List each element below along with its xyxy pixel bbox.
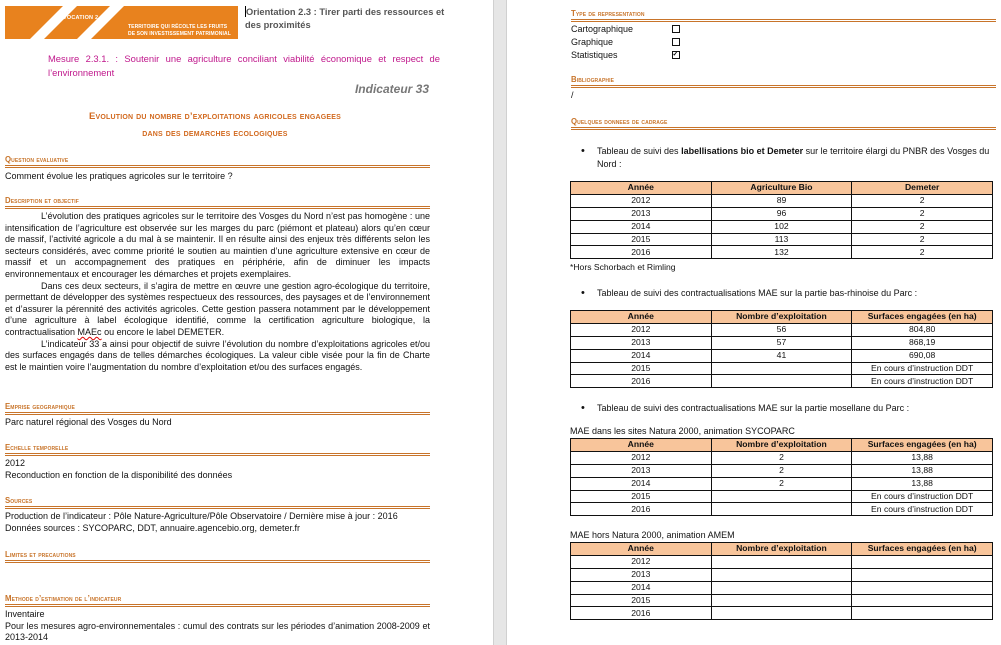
- table-cell: [711, 503, 852, 516]
- table-cell: 2016: [571, 503, 712, 516]
- echelle-year: 2012: [5, 458, 26, 468]
- orientation-text[interactable]: [245, 6, 445, 31]
- document-title-line-1: Evolution du nombre d’exploitations agricoles engagees: [88, 111, 342, 122]
- table-cell: 2015: [571, 594, 712, 607]
- table-cell: 2013: [571, 568, 712, 581]
- table-header-row: [571, 182, 993, 195]
- column-header: Année: [571, 543, 712, 556]
- table-cell: 2012: [571, 323, 712, 336]
- table-mae-hors-natura-2000: [570, 542, 993, 620]
- paragraph-text: ou encore le label DEMETER.: [101, 326, 225, 337]
- bullet-bold-text: labellisations bio et Demeter: [681, 146, 804, 156]
- table-cell: [852, 555, 993, 568]
- section-heading-representation: Type de representation: [571, 9, 996, 22]
- table-row: [571, 349, 993, 362]
- emprise-text: Parc naturel régional des Vosges du Nord: [5, 417, 172, 427]
- bullet-labellisations: [597, 145, 997, 170]
- table-cell: En cours d’instruction DDT: [852, 503, 993, 516]
- table-cell: 2: [711, 477, 852, 490]
- table-labellisations: [570, 181, 993, 259]
- table-row: [571, 490, 993, 503]
- table-note: *Hors Schorbach et Rimling: [570, 262, 676, 272]
- table-cell: 2015: [571, 362, 712, 375]
- bibliographie-text: /: [571, 90, 574, 100]
- banner-subtitle: [128, 24, 231, 37]
- methode-text: [5, 609, 430, 644]
- table-cell: 2: [852, 246, 993, 259]
- banner-line-2: DE SON INVESTISSEMENT PATRIMONIAL: [128, 30, 231, 37]
- checkbox-cartographique[interactable]: [672, 25, 680, 33]
- table-cell: [852, 581, 993, 594]
- table-cell: 113: [711, 233, 852, 246]
- table-cell: 2016: [571, 607, 712, 620]
- table-cell: [711, 555, 852, 568]
- table-row: [571, 246, 993, 259]
- document-title-line-2: dans des demarches ecologiques: [142, 128, 288, 139]
- column-header: Surfaces engagées (en ha): [852, 439, 993, 452]
- sources-text: [5, 511, 430, 534]
- table-cell: 13,88: [852, 451, 993, 464]
- caption-hors-natura-2000: MAE hors Natura 2000, animation AMEM: [570, 530, 735, 540]
- table-row: [571, 375, 993, 388]
- description-paragraph-2: [5, 281, 430, 339]
- table-cell: En cours d’instruction DDT: [852, 362, 993, 375]
- table-cell: 2: [852, 194, 993, 207]
- table-cell: 2013: [571, 207, 712, 220]
- option-label: Graphique: [571, 37, 614, 47]
- table-cell: [711, 568, 852, 581]
- column-header: Année: [571, 182, 712, 195]
- bullet-text: sur le territoire élargi du PNBR des Vosges du Nord :: [597, 146, 990, 169]
- echelle-note: Reconduction en fonction de la disponibilité des données: [5, 469, 233, 480]
- mesure-text: Mesure 2.3.1. : Soutenir une agriculture conciliant viabilité économique et respect de l’environnement: [48, 53, 440, 78]
- section-heading-sources: Sources: [5, 496, 430, 509]
- table-cell: 2012: [571, 555, 712, 568]
- table-cell: 56: [711, 323, 852, 336]
- column-header: Année: [571, 311, 712, 324]
- representation-option[interactable]: [571, 24, 680, 34]
- vocation-banner: [5, 6, 238, 39]
- table-cell: 2013: [571, 336, 712, 349]
- table-row: [571, 464, 993, 477]
- description-paragraph-3: L’indicateur 33 a ainsi pour objectif de suivre l’évolution du nombre d’exploitations agricoles et/ou des surfaces engagés dans de telles démarches écologiques. La valeur cible visée pour la fin de Charte est le maintien voire l’augmentation du nombre d’exploitation et/ou des surfaces engagés.: [5, 338, 430, 372]
- table-row: [571, 568, 993, 581]
- table-row: [571, 323, 993, 336]
- table-cell: 2014: [571, 220, 712, 233]
- section-heading-emprise: Emprise geographique: [5, 402, 430, 415]
- column-header: Année: [571, 439, 712, 452]
- table-row: [571, 581, 993, 594]
- table-row: [571, 220, 993, 233]
- banner-stripe: [18, 6, 82, 39]
- bullet-mosellane: • Tableau de suivi des contractualisations MAE sur la partie mosellane du Parc :: [597, 402, 997, 415]
- table-cell: [852, 607, 993, 620]
- table-cell: 132: [711, 246, 852, 259]
- sources-production: Production de l’indicateur : Pôle Nature-Agriculture/Pôle Observatoire / Dernière mise à jour : 2016: [5, 511, 398, 521]
- table-cell: 89: [711, 194, 852, 207]
- page-gutter: [493, 0, 507, 645]
- bullet-bas-rhinoise: • Tableau de suivi des contractualisations MAE sur la partie bas-rhinoise du Parc :: [597, 287, 997, 300]
- banner-vocation: VOCATION 2: [63, 15, 99, 21]
- table-cell: En cours d’instruction DDT: [852, 375, 993, 388]
- table-cell: 96: [711, 207, 852, 220]
- table-mae-natura-2000: [570, 438, 993, 516]
- column-header: Nombre d’exploitation: [711, 439, 852, 452]
- table-cell: 690,08: [852, 349, 993, 362]
- table-cell: [852, 568, 993, 581]
- table-mae-bas-rhinoise: [570, 310, 993, 388]
- column-header: Agriculture Bio: [711, 182, 852, 195]
- table-cell: [711, 490, 852, 503]
- table-cell: [711, 607, 852, 620]
- column-header: Surfaces engagées (en ha): [852, 543, 993, 556]
- table-header-row: [571, 543, 993, 556]
- column-header: Nombre d’exploitation: [711, 543, 852, 556]
- table-row: [571, 503, 993, 516]
- table-cell: 13,88: [852, 464, 993, 477]
- table-cell: [711, 375, 852, 388]
- indicateur-label: Indicateur 33: [354, 82, 429, 96]
- table-cell: 57: [711, 336, 852, 349]
- description-paragraph-1: L’évolution des pratiques agricoles sur le territoire des Vosges du Nord n’est pas homogène : une intensification de l’agriculture est observée sur les marges du parc (piémont et plateau) alors qu’en cœur de massif, l’activité agricole a du mal à se maintenir. Il en résulte ainsi des enjeux très différents selon les secteurs considérés, avec comme priorité le soutien au maintien d’une agriculture extensive en cœur de massif et un accompagnement des pratiques en périphérie, afin de diminuer les impacts environnementaux et encourager les démarches et projets exemplaires.: [5, 211, 430, 279]
- table-header-row: [571, 439, 993, 452]
- column-header: Demeter: [852, 182, 993, 195]
- table-cell: 2014: [571, 349, 712, 362]
- table-cell: 868,19: [852, 336, 993, 349]
- table-cell: 102: [711, 220, 852, 233]
- bullet-text: Tableau de suivi des: [597, 146, 682, 156]
- table-cell: 2: [852, 233, 993, 246]
- table-cell: 13,88: [852, 477, 993, 490]
- checkbox-graphique[interactable]: [672, 38, 680, 46]
- column-header: Nombre d’exploitation: [711, 311, 852, 324]
- table-cell: 2016: [571, 375, 712, 388]
- table-cell: 2014: [571, 581, 712, 594]
- section-heading-cadrage: Quelques donnees de cadrage: [571, 117, 996, 130]
- orientation-label: Orientation 2.3 : Tirer parti des ressources et des proximités: [245, 7, 445, 30]
- table-cell: [711, 581, 852, 594]
- table-cell: 2016: [571, 246, 712, 259]
- representation-option[interactable]: [571, 37, 680, 47]
- methode-inventaire: Inventaire: [5, 609, 45, 619]
- banner-line-1: TERRITOIRE QUI RÉCOLTE LES FRUITS: [128, 24, 228, 30]
- table-row: [571, 194, 993, 207]
- table-row: [571, 233, 993, 246]
- table-cell: [852, 594, 993, 607]
- paragraph-text: Dans ces deux secteurs, il s’agira de mettre en œuvre une gestion agro-écologique du territoire, permettant de développer des systèmes respectueux des ressources, des paysages et de l’environnement et d’assurer la pérennité des activités agricoles. Cette gestion passera notamment par le développement d’une agriculture à label écologique identifié, comme la certification agriculture biologique, la contractualisation: [5, 280, 430, 337]
- table-cell: 2: [852, 207, 993, 220]
- table-cell: 2: [711, 451, 852, 464]
- table-row: [571, 477, 993, 490]
- section-heading-description: Description et objectif: [5, 196, 430, 209]
- table-cell: 2: [711, 464, 852, 477]
- echelle-text: [5, 458, 430, 481]
- table-cell: 2013: [571, 464, 712, 477]
- table-cell: 804,80: [852, 323, 993, 336]
- table-header-row: [571, 311, 993, 324]
- table-row: [571, 207, 993, 220]
- representation-option[interactable]: [571, 50, 680, 60]
- table-cell: 2015: [571, 490, 712, 503]
- table-row: [571, 362, 993, 375]
- column-header: Surfaces engagées (en ha): [852, 311, 993, 324]
- description-body: [5, 211, 430, 373]
- table-cell: 2012: [571, 194, 712, 207]
- table-cell: [711, 594, 852, 607]
- section-heading-echelle: Echelle temporelle: [5, 443, 430, 456]
- section-heading-question: Question evaluative: [5, 155, 430, 168]
- methode-detail: Pour les mesures agro-environnementales : cumul des contrats sur les périodes d’animation 2008-2009 et 2013-2014: [5, 620, 430, 643]
- spellcheck-flagged-word[interactable]: MAEc: [77, 326, 102, 337]
- table-row: [571, 607, 993, 620]
- document-page-left: [0, 0, 493, 645]
- table-row: [571, 451, 993, 464]
- table-cell: En cours d’instruction DDT: [852, 490, 993, 503]
- table-cell: 2: [852, 220, 993, 233]
- caption-natura-2000: MAE dans les sites Natura 2000, animation SYCOPARC: [570, 426, 795, 436]
- banner-stripe: [65, 6, 129, 39]
- option-label: Statistiques: [571, 50, 618, 60]
- table-row: [571, 594, 993, 607]
- option-label: Cartographique: [571, 24, 634, 34]
- table-cell: 2015: [571, 233, 712, 246]
- table-cell: 41: [711, 349, 852, 362]
- section-heading-methode: Methode d’estimation de l’indicateur: [5, 594, 430, 607]
- question-text: Comment évolue les pratiques agricoles sur le territoire ?: [5, 171, 233, 181]
- checkbox-statistiques[interactable]: [672, 51, 680, 59]
- sources-donnees: Données sources : SYCOPARC, DDT, annuaire.agencebio.org, demeter.fr: [5, 522, 300, 533]
- table-row: [571, 555, 993, 568]
- section-heading-limites: Limites et precautions: [5, 550, 430, 563]
- table-row: [571, 336, 993, 349]
- table-cell: [711, 362, 852, 375]
- table-cell: 2012: [571, 451, 712, 464]
- section-heading-bibliographie: Bibliographie: [571, 75, 996, 88]
- table-cell: 2014: [571, 477, 712, 490]
